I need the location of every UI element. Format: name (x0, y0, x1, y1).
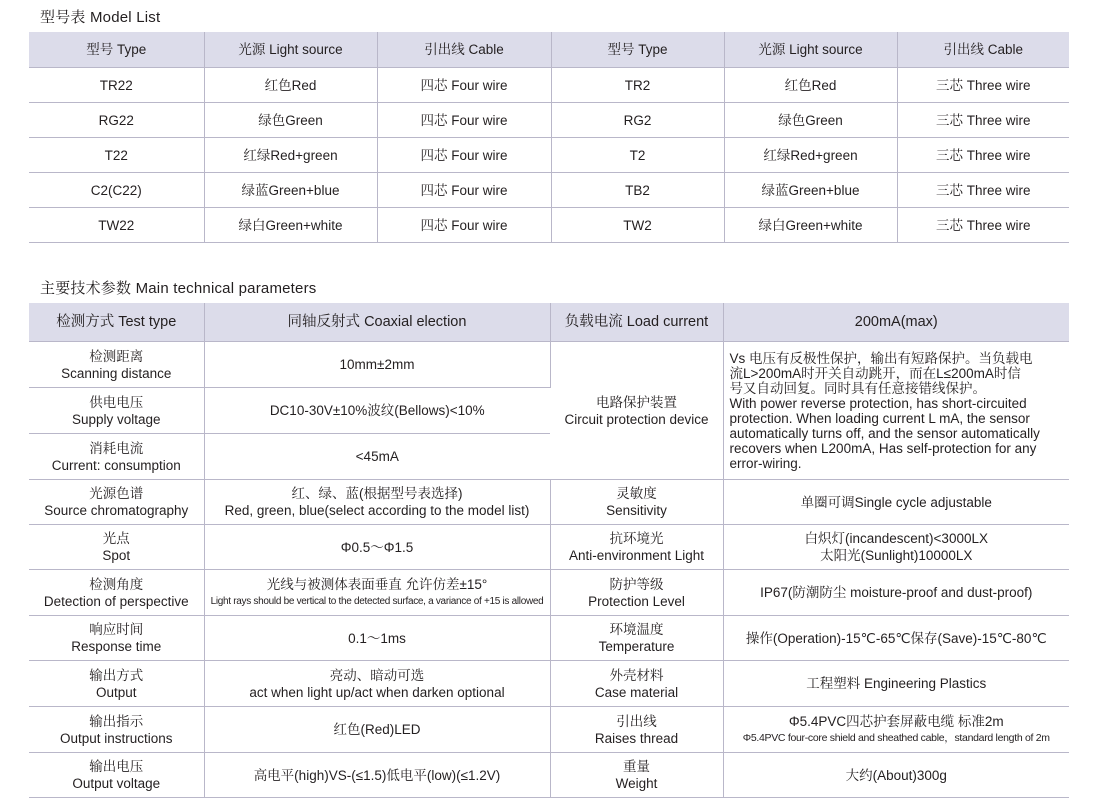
param-value-line: Light rays should be vertical to the detected surface, a variance of +15 is allowed (210, 595, 544, 607)
table-row (29, 480, 1069, 525)
param-label (29, 342, 204, 388)
table-cell: TR22 (29, 68, 204, 103)
param-value (723, 525, 1069, 570)
table-row (29, 570, 1069, 616)
protection-line: Vs 电压有反极性保护，输出有短路保护。当负载电 (729, 350, 1033, 366)
protection-line: protection. When loading current L mA, the sensor (729, 410, 1030, 426)
table-cell: 三芯 Three wire (897, 138, 1069, 173)
header-test-type-value: 同轴反射式 Coaxial election (204, 303, 550, 342)
table-cell: 绿色Green (724, 103, 897, 138)
param-label-zh: 外壳材料 (609, 667, 664, 683)
param-value-line: 0.1～1ms (348, 630, 406, 646)
param-value-line: 红、绿、蓝(根据型号表选择) (291, 486, 463, 501)
header-type: 型号 Type (29, 32, 204, 68)
table-cell: 三芯 Three wire (897, 103, 1069, 138)
table-cell: 绿蓝Green+blue (204, 173, 377, 208)
param-label (550, 753, 723, 798)
table-cell: 四芯 Four wire (377, 103, 551, 138)
params-title: 主要技术参数 Main technical parameters (40, 280, 317, 297)
param-label-en: Output (95, 684, 137, 700)
protection-line: error-wiring. (729, 455, 802, 471)
table-cell: 红色Red (204, 68, 377, 103)
table-cell: 红绿Red+green (724, 138, 897, 173)
header-light-source: 光源 Light source (724, 32, 897, 68)
protection-line: recovers when L200mA, Has self-protection for any (729, 440, 1037, 456)
param-value (723, 616, 1069, 661)
param-value-line: 操作(Operation)-15℃-65℃保存(Save)-15℃-80℃ (745, 630, 1047, 646)
param-value-line: 亮动、暗动可选 (329, 667, 425, 683)
table-cell: RG22 (29, 103, 204, 138)
header-cable: 引出线 Cable (377, 32, 551, 68)
param-label (550, 525, 723, 570)
table-cell: 红绿Red+green (204, 138, 377, 173)
header-type: 型号 Type (551, 32, 724, 68)
param-label (29, 707, 204, 753)
params-table (29, 303, 1069, 798)
param-label-zh: 防护等级 (609, 576, 664, 592)
param-label (550, 480, 723, 525)
header-load-current-value: 200mA(max) (723, 303, 1069, 342)
param-value (204, 570, 550, 616)
param-label-en: Supply voltage (71, 411, 161, 427)
table-row (29, 173, 1069, 208)
param-label-en: Weight (615, 776, 658, 791)
table-cell: TW2 (551, 208, 724, 243)
param-value (204, 753, 550, 798)
param-label-en: Anti-environment Light (568, 548, 705, 563)
table-cell: 三芯 Three wire (897, 173, 1069, 208)
table-row (29, 138, 1069, 173)
model-list-header-row (29, 32, 1069, 68)
param-label-zh: 重量 (623, 759, 650, 774)
param-label (550, 616, 723, 661)
table-cell: 四芯 Four wire (377, 208, 551, 243)
param-value-line: Φ5.4PVC four-core shield and sheathed cable，standard length of 2m (742, 731, 1050, 744)
param-label-en: Current: consumption (51, 457, 181, 473)
param-value (204, 661, 550, 707)
param-label-en: Output voltage (72, 776, 161, 791)
param-label-en: Scanning distance (61, 365, 172, 381)
table-row (29, 208, 1069, 243)
param-label-zh: 抗环境光 (609, 531, 664, 546)
table-cell: C2(C22) (29, 173, 204, 208)
param-label (550, 570, 723, 616)
param-value-line: 大约(About)300g (845, 767, 947, 783)
protection-line: automatically turns off, and the sensor automatically (729, 425, 1040, 441)
model-list-title: 型号表 Model List (40, 9, 161, 26)
table-cell: 四芯 Four wire (377, 68, 551, 103)
param-label (29, 434, 204, 480)
table-cell: T22 (29, 138, 204, 173)
param-value-line: 高电平(high)VS-(≤1.5)低电平(low)(≤1.2V) (253, 767, 501, 783)
table-row (29, 661, 1069, 707)
table-row (29, 616, 1069, 661)
param-value-line: 太阳光(Sunlight)10000LX (820, 548, 973, 563)
param-value-line: Φ5.4PVC四芯护套屏蔽电缆 标准2m (788, 713, 1004, 729)
param-value (204, 525, 550, 570)
param-label (29, 661, 204, 707)
table-row (29, 707, 1069, 753)
table-cell: 红色Red (724, 68, 897, 103)
table-row (29, 342, 1069, 388)
param-value (723, 661, 1069, 707)
table-cell: 绿色Green (204, 103, 377, 138)
param-value (723, 480, 1069, 525)
param-value-line: 红色(Red)LED (333, 722, 421, 737)
param-label-zh: 响应时间 (89, 622, 144, 637)
param-value: <45mA (204, 434, 550, 480)
param-value-line: act when light up/act when darken optional (249, 684, 505, 700)
param-label-en: Source chromatography (44, 503, 189, 518)
param-value-line: 工程塑料 Engineering Plastics (806, 676, 987, 691)
param-value (723, 753, 1069, 798)
param-label-en: Response time (71, 639, 162, 654)
param-label (29, 480, 204, 525)
table-cell: 三芯 Three wire (897, 208, 1069, 243)
table-cell: 绿蓝Green+blue (724, 173, 897, 208)
protection-line: With power reverse protection, has short-circuited (729, 395, 1027, 411)
table-cell: 四芯 Four wire (377, 138, 551, 173)
param-value (723, 707, 1069, 753)
param-label-en: Output instructions (59, 730, 173, 746)
param-label-en: Raises thread (594, 730, 679, 746)
table-cell: TW22 (29, 208, 204, 243)
table-row (29, 68, 1069, 103)
param-label-zh: 光点 (102, 531, 130, 546)
param-label-zh: 输出电压 (89, 759, 144, 774)
table-cell: 绿白Green+white (724, 208, 897, 243)
param-value: DC10-30V±10%波纹(Bellows)<10% (204, 388, 550, 434)
param-label-en: Protection Level (588, 593, 685, 609)
param-value (723, 570, 1069, 616)
param-value: 10mm±2mm (204, 342, 550, 388)
param-label (29, 570, 204, 616)
param-label-zh: 灵敏度 (616, 486, 657, 501)
param-label (29, 616, 204, 661)
param-label-zh: 供电电压 (89, 394, 144, 410)
param-label-en: Spot (102, 548, 131, 563)
table-row (29, 525, 1069, 570)
protection-line: 流L>200mA时开关自动跳开，而在L≤200mA时信 (729, 365, 1021, 381)
param-label-zh: 输出指示 (89, 713, 144, 729)
param-label-en: Circuit protection device (564, 411, 709, 427)
param-value-line: Red, green, blue(select according to the model list) (224, 503, 530, 518)
param-label-zh: 检测角度 (89, 576, 144, 592)
header-light-source: 光源 Light source (204, 32, 377, 68)
protection-description (723, 342, 1069, 480)
param-label-zh: 光源色谱 (89, 486, 144, 501)
param-label-zh: 输出方式 (89, 667, 144, 683)
param-label-en: Temperature (598, 639, 675, 654)
table-cell: T2 (551, 138, 724, 173)
table-cell: 绿白Green+white (204, 208, 377, 243)
header-test-type: 检测方式 Test type (29, 303, 204, 342)
param-label-zh: 环境温度 (609, 622, 664, 637)
param-value-line: 白炽灯(incandescent)<3000LX (804, 531, 988, 546)
param-value (204, 616, 550, 661)
param-label (550, 342, 723, 480)
param-label-en: Detection of perspective (43, 593, 189, 609)
params-header-row (29, 303, 1069, 342)
table-cell: TB2 (551, 173, 724, 208)
model-list-table (29, 32, 1069, 243)
param-value-line: IP67(防潮防尘 moisture-proof and dust-proof) (760, 585, 1033, 600)
param-value-line: Φ0.5～Φ1.5 (340, 539, 414, 555)
param-label (29, 388, 204, 434)
header-load-current: 负载电流 Load current (550, 303, 723, 342)
table-cell: 四芯 Four wire (377, 173, 551, 208)
table-cell: TR2 (551, 68, 724, 103)
param-label-zh: 引出线 (616, 713, 657, 729)
param-label-zh: 电路保护装置 (596, 394, 677, 410)
param-value (204, 480, 550, 525)
param-value-line: 光线与被测体表面垂直 允许仿差±15° (266, 576, 488, 592)
param-label-en: Case material (594, 684, 679, 700)
param-label (29, 753, 204, 798)
table-row (29, 753, 1069, 798)
param-value-line: 单圈可调Single cycle adjustable (800, 494, 992, 510)
param-label (29, 525, 204, 570)
param-value (204, 707, 550, 753)
param-label (550, 707, 723, 753)
param-label (550, 661, 723, 707)
table-cell: RG2 (551, 103, 724, 138)
header-cable: 引出线 Cable (897, 32, 1069, 68)
table-cell: 三芯 Three wire (897, 68, 1069, 103)
param-label-zh: 消耗电流 (89, 440, 144, 456)
table-row (29, 103, 1069, 138)
param-label-en: Sensitivity (606, 503, 667, 518)
protection-line: 号又自动回复。同时具有任意接错线保护。 (729, 380, 986, 396)
param-label-zh: 检测距离 (89, 348, 144, 364)
